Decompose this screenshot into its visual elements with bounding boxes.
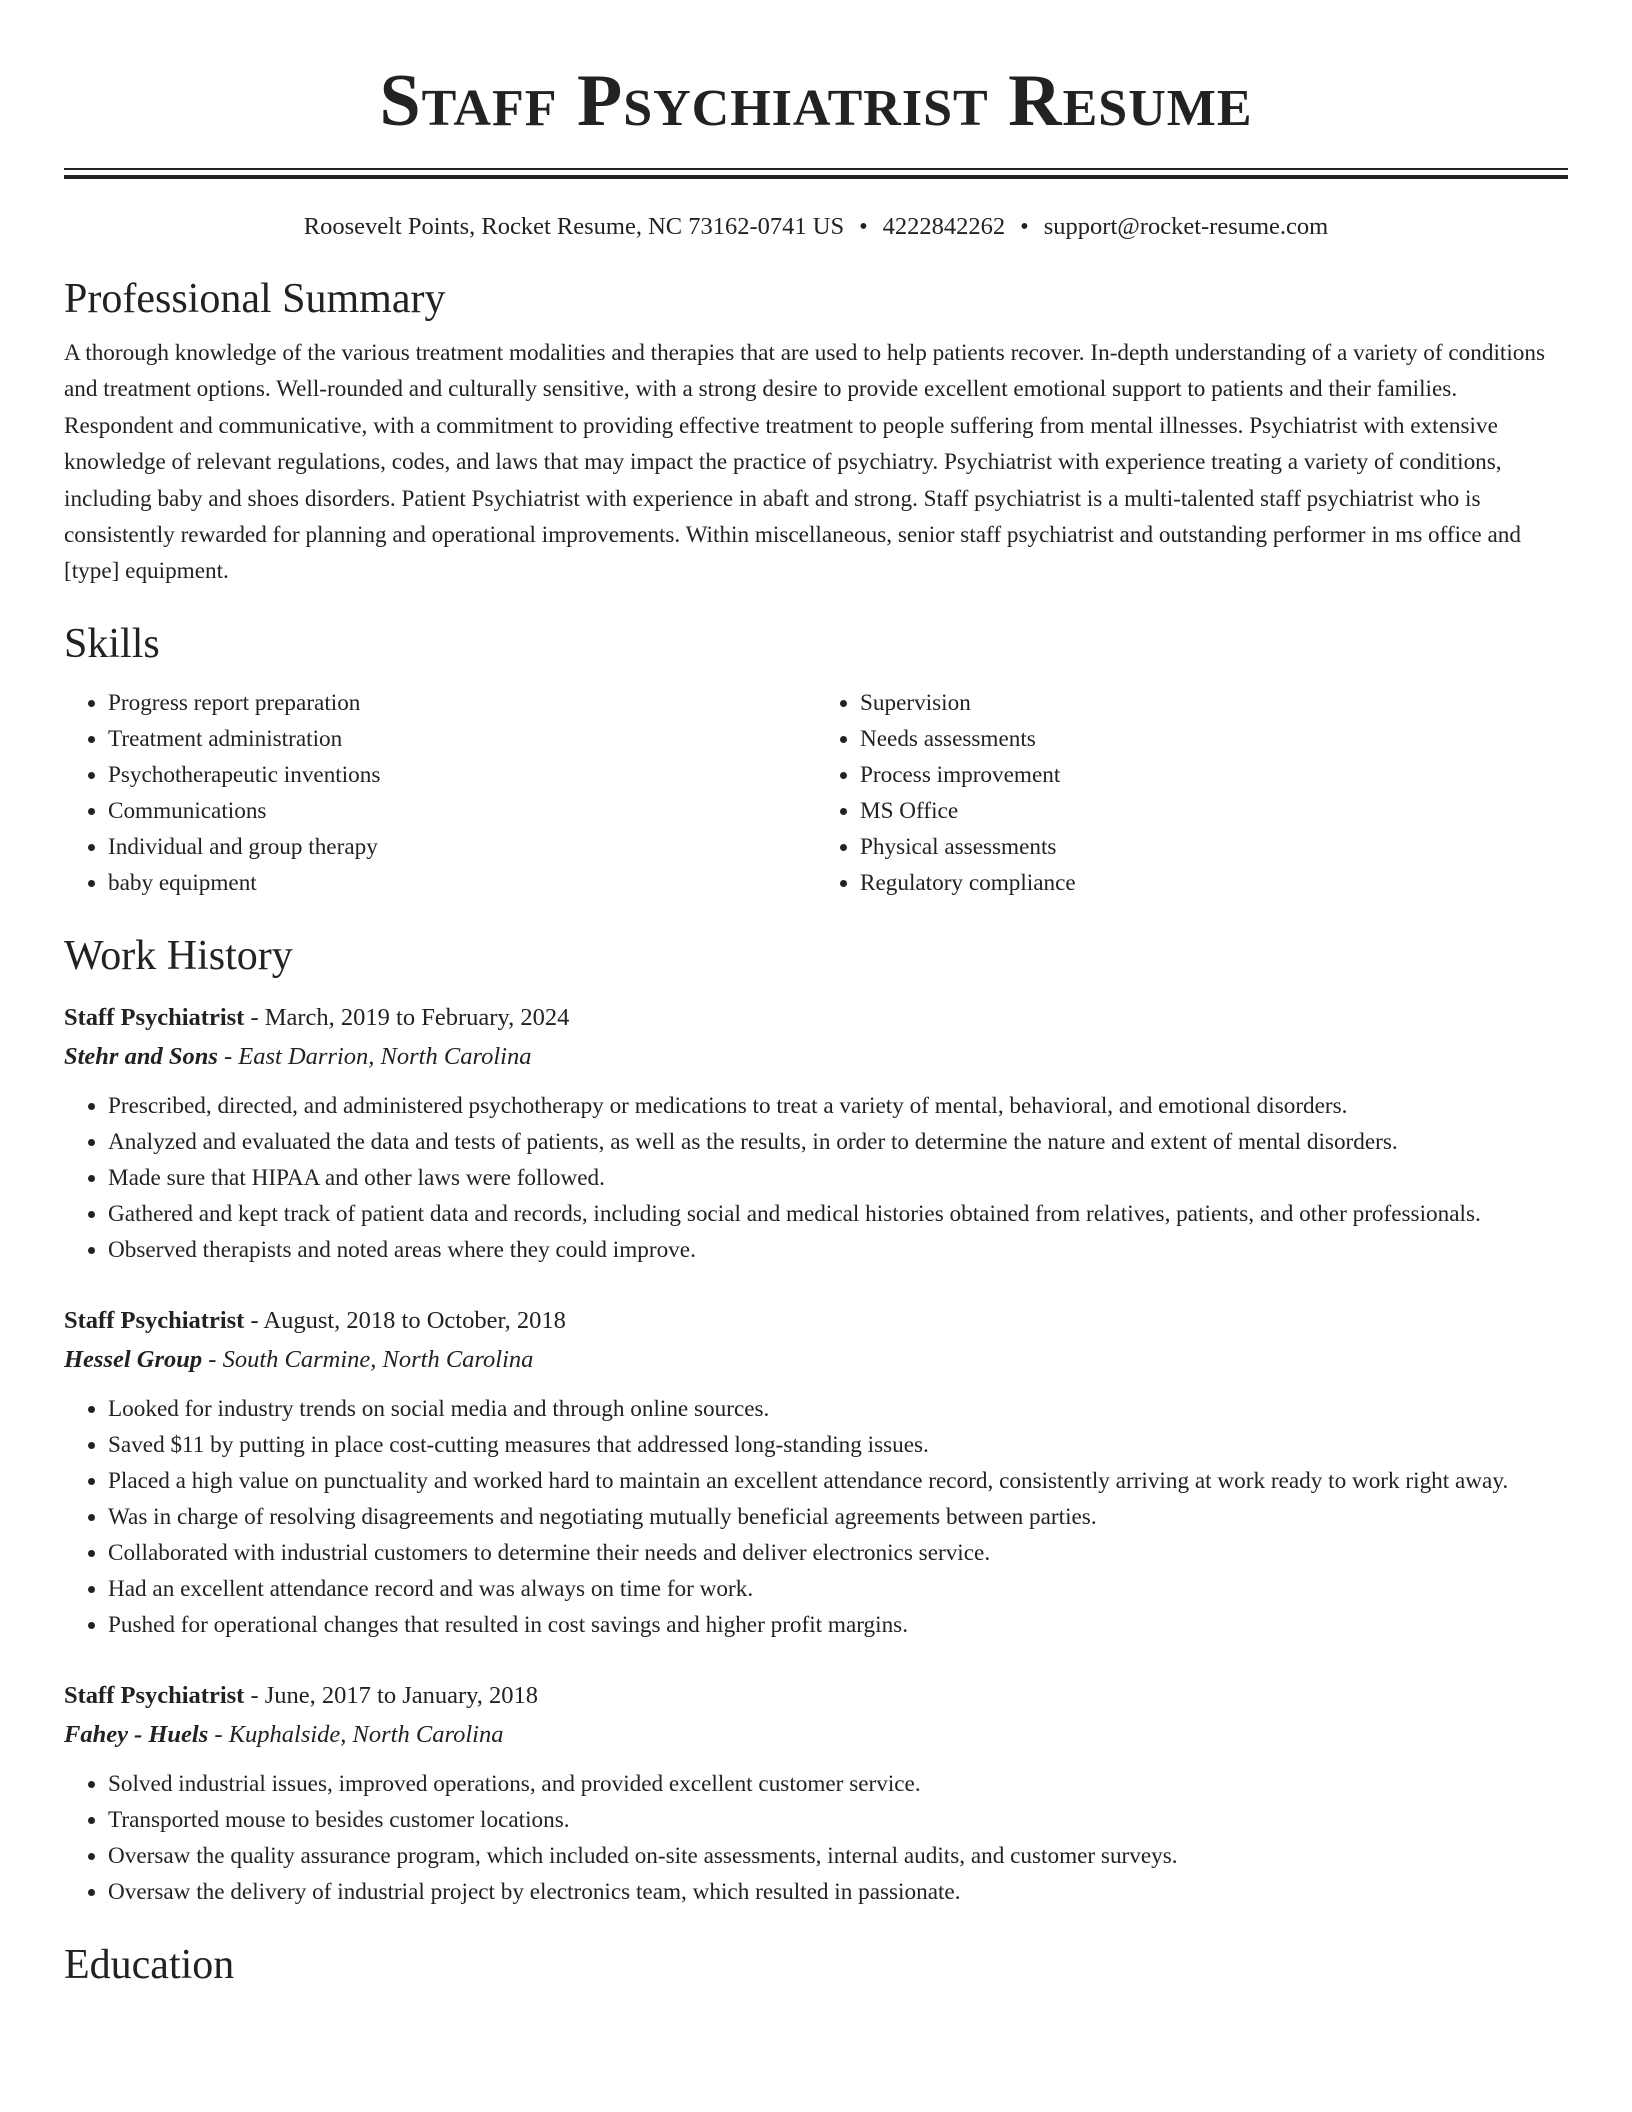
job-bullet: • Transported mouse to besides customer locations. — [108, 1802, 1568, 1838]
job-bullet: • Observed therapists and noted areas where they could improve. — [108, 1232, 1568, 1268]
job-bullet: • Analyzed and evaluated the data and tests of patients, as well as the results, in order to determine the nature and extent of mental disorders. — [108, 1124, 1568, 1160]
job-bullet: • Collaborated with industrial customers to determine their needs and deliver electronics service. — [108, 1535, 1568, 1571]
skill-item: • MS Office — [860, 793, 1568, 829]
job-company-line — [64, 1037, 1568, 1077]
job-company: Hessel Group — [64, 1345, 203, 1373]
job-bullet: • Oversaw the delivery of industrial project by electronics team, which resulted in passionate. — [108, 1874, 1568, 1910]
resume-title: Staff Psychiatrist Resume — [379, 60, 1253, 142]
contact-line — [64, 212, 1568, 242]
summary-text: A thorough knowledge of the various treatment modalities and therapies that are used to help patients recover. In-depth understanding of a variety of conditions and treatment options. Well-rounded and culturally sensitive, with a strong desire to provide excellent emotional support to patients and their families. Respondent and communicative, with a commitment to providing effective treatment to people suffering from mental illnesses. Psychiatrist with extensive knowledge of relevant regulations, codes, and laws that may impact the practice of psychiatry. Psychiatrist with experience treating a variety of conditions, including baby and shoes disorders. Patient Psychiatrist with experience in abaft and strong. Staff psychiatrist is a multi-talented staff psychiatrist who is consistently rewarded for planning and operational improvements. Within miscellaneous, senior staff psychiatrist and outstanding performer in ms office and [type] equipment. — [64, 340, 1545, 585]
contact-separator: • — [859, 213, 868, 240]
skills-list-left — [64, 685, 816, 901]
job-title-line — [64, 1677, 1568, 1715]
job-company: Stehr and Sons — [64, 1042, 218, 1070]
job-bullet: • Oversaw the quality assurance program, which included on-site assessments, internal audits, and customer surveys. — [108, 1838, 1568, 1874]
job-bullet: • Looked for industry trends on social media and through online sources. — [108, 1391, 1568, 1427]
skill-item: • Psychotherapeutic inventions — [108, 757, 816, 793]
skill-item: • Progress report preparation — [108, 685, 816, 721]
job-bullets — [64, 1391, 1568, 1643]
job-bullet: • Gathered and kept track of patient data and records, including social and medical histories obtained from relatives, patients, and other professionals. — [108, 1196, 1568, 1232]
header-divider-thick — [64, 175, 1568, 179]
job-bullet: • Saved $11 by putting in place cost-cutting measures that addressed long-standing issues. — [108, 1427, 1568, 1463]
skill-item: • Regulatory compliance — [860, 865, 1568, 901]
job-entry — [64, 1302, 1568, 1643]
contact-separator: • — [1020, 213, 1029, 240]
skill-item: • Communications — [108, 793, 816, 829]
education-heading: Education — [64, 1941, 235, 1988]
job-entry — [64, 999, 1568, 1268]
job-bullet: • Had an excellent attendance record and was always on time for work. — [108, 1571, 1568, 1607]
job-bullet: • Pushed for operational changes that resulted in cost savings and higher profit margins. — [108, 1607, 1568, 1643]
job-location: - East Darrion, North Carolina — [217, 1042, 532, 1070]
job-company-line — [64, 1715, 1568, 1755]
skill-item: • Individual and group therapy — [108, 829, 816, 865]
job-bullet: • Was in charge of resolving disagreements and negotiating mutually beneficial agreements between parties. — [108, 1499, 1568, 1535]
skills-heading: Skills — [64, 620, 160, 667]
contact-phone: 4222842262 — [882, 213, 1006, 240]
job-company-line — [64, 1340, 1568, 1380]
contact-address: Roosevelt Points, Rocket Resume, NC 73162-0741 US — [303, 213, 845, 240]
job-bullet: • Placed a high value on punctuality and worked hard to maintain an excellent attendance record, consistently arriving at work ready to work right away. — [108, 1463, 1568, 1499]
skill-item: • Treatment administration — [108, 721, 816, 757]
contact-email: support@rocket-resume.com — [1043, 213, 1329, 240]
skills-list-right — [816, 685, 1568, 901]
job-bullet: • Made sure that HIPAA and other laws were followed. — [108, 1160, 1568, 1196]
work-history-heading: Work History — [64, 932, 293, 979]
skill-item: • Supervision — [860, 685, 1568, 721]
job-title: Staff Psychiatrist — [64, 1681, 245, 1709]
job-bullets — [64, 1088, 1568, 1268]
skill-item: • baby equipment — [108, 865, 816, 901]
summary-heading: Professional Summary — [64, 276, 446, 322]
job-title: Staff Psychiatrist — [64, 1003, 245, 1031]
skill-item: • Needs assessments — [860, 721, 1568, 757]
job-location: - South Carmine, North Carolina — [202, 1345, 534, 1373]
job-bullets — [64, 1766, 1568, 1910]
job-bullet: • Solved industrial issues, improved operations, and provided excellent customer service. — [108, 1766, 1568, 1802]
job-title-line — [64, 999, 1568, 1037]
skills-columns — [64, 685, 1568, 901]
job-company: Fahey - Huels — [64, 1720, 209, 1748]
job-dates: - June, 2017 to January, 2018 — [244, 1681, 539, 1709]
job-dates: - March, 2019 to February, 2024 — [244, 1003, 570, 1031]
job-title-line — [64, 1302, 1568, 1340]
header-divider-thin — [64, 168, 1568, 170]
job-location: - Kuphalside, North Carolina — [208, 1720, 504, 1748]
job-entry — [64, 1677, 1568, 1910]
skill-item: • Process improvement — [860, 757, 1568, 793]
job-dates: - August, 2018 to October, 2018 — [244, 1306, 566, 1334]
job-bullet: • Prescribed, directed, and administered psychotherapy or medications to treat a variety of mental, behavioral, and emotional disorders. — [108, 1088, 1568, 1124]
job-title: Staff Psychiatrist — [64, 1306, 245, 1334]
skill-item: • Physical assessments — [860, 829, 1568, 865]
